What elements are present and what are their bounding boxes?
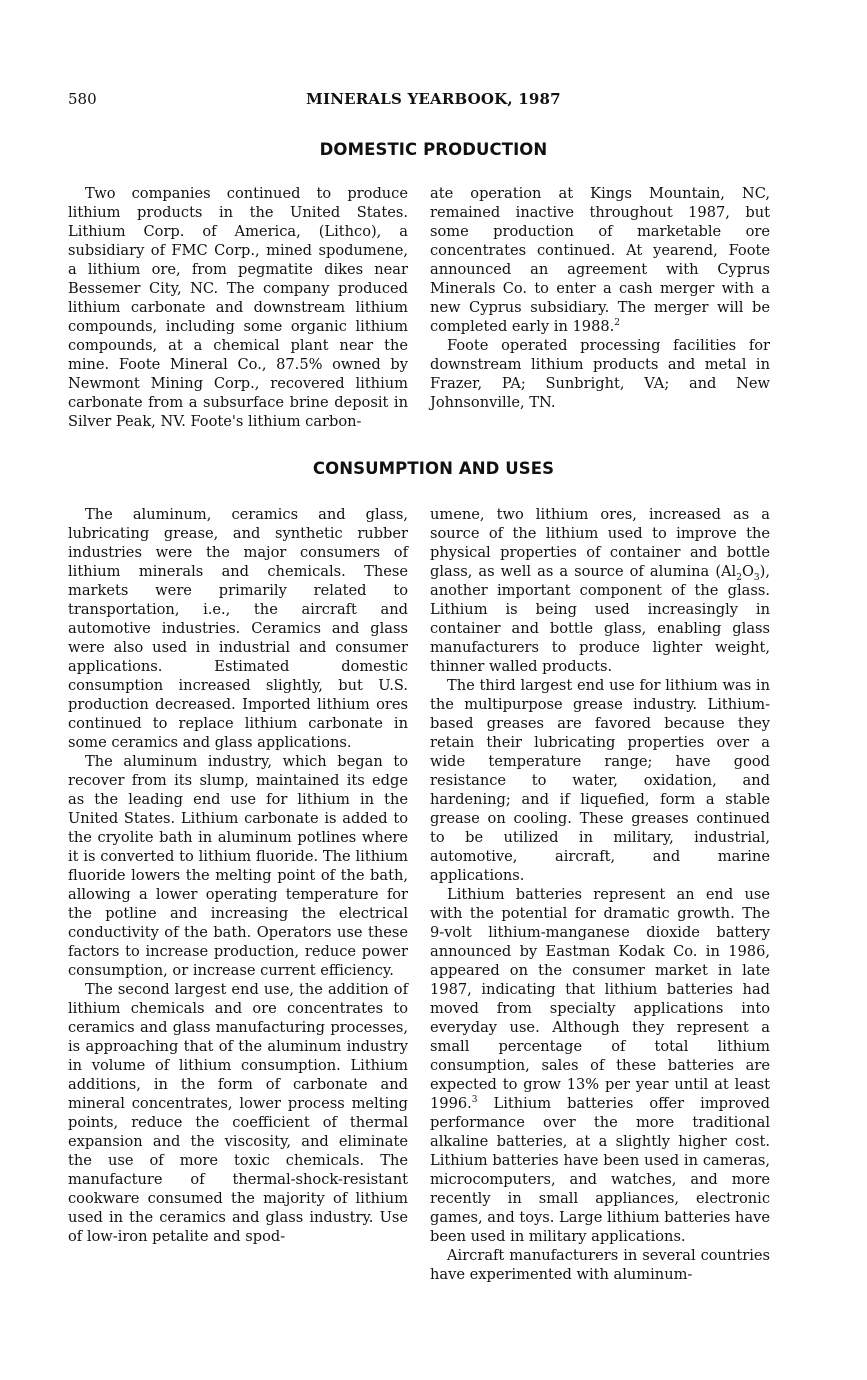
consumption-left-column — [68, 505, 408, 1246]
paragraph — [430, 505, 770, 676]
paragraph-text: umene, two lithium ores, increased as a source of the lithium used to improve the physical properties of container and bottle glass, as well as a source of alumina (Al — [430, 506, 770, 580]
paragraph — [430, 184, 770, 336]
domestic-production-right-column — [430, 184, 770, 412]
paragraph: The aluminum, ceramics and glass, lubricating grease, and synthetic rubber industries were the major consumers of lithium minerals and chemicals. These markets were primarily related to transportation, i.e., the aircraft and automotive industries. Ceramics and glass were also used in industrial and consumer applications. Estimated domestic consumption increased slightly, but U.S. production decreased. Imported lithium ores continued to replace lithium carbonate in some ceramics and glass applications. — [68, 506, 408, 751]
paragraph: Foote operated processing facilities for downstream lithium products and metal in Frazer, PA; Sunbright, VA; and New Johnsonville, TN. — [430, 337, 770, 411]
running-title: MINERALS YEARBOOK, 1987 — [306, 90, 561, 108]
paragraph-text: ), another important component of the glass. Lithium is being used increasingly in container and bottle glass, enabling glass manufacturers to produce lighter weight, thinner walled products. — [430, 563, 770, 675]
domestic-production-left-column — [68, 184, 408, 431]
domestic-production-heading: DOMESTIC PRODUCTION — [319, 140, 548, 159]
page-number: 580 — [68, 90, 97, 108]
paragraph: The second largest end use, the addition of lithium chemicals and ore concentrates to ceramics and glass manufacturing processes, is approaching that of the aluminum industry in volume of lithium consumption. Lithium additions, in the form of carbonate and mineral concentrates, lower process melting points, reduce the coefficient of thermal expansion and the viscosity, and eliminate the use of more toxic chemicals. The manufacture of thermal-shock-resistant cookware consumed the majority of lithium used in the ceramics and glass industry. Use of low-iron petalite and spod- — [68, 981, 408, 1245]
footnote-ref: 3 — [471, 1095, 478, 1106]
paragraph — [430, 885, 770, 1246]
consumption-right-column — [430, 505, 770, 1284]
consumption-and-uses-heading: CONSUMPTION AND USES — [312, 459, 555, 478]
footnote-ref: 2 — [614, 318, 621, 329]
subscript: 2 — [736, 572, 742, 583]
paragraph-text: Lithium batteries offer improved performance over the more traditional alkaline batteries, at a slightly higher cost. Lithium batteries have been used in cameras, microcomputers, and watches, and more recently in small appliances, electronic games, and toys. Large lithium batteries have been used in military applications. — [430, 1095, 770, 1245]
paragraph: The third largest end use for lithium was in the multipurpose grease industry. Lithium-based greases are favored because they retain their lubricating properties over a wide temperature range; have good resistance to water, oxidation, and hardening; and if liquefied, form a stable grease on cooling. These greases continued to be utilized in military, industrial, automotive, aircraft, and marine applications. — [430, 677, 770, 884]
paragraph: Aircraft manufacturers in several countries have experimented with aluminum- — [430, 1247, 770, 1283]
paragraph: Two companies continued to produce lithium products in the United States. Lithium Corp. of America, (Lithco), a subsidiary of FMC Corp., mined spodumene, a lithium ore, from pegmatite dikes near Bessemer City, NC. The company produced lithium carbonate and downstream lithium compounds, including some organic lithium compounds, at a chemical plant near the mine. Foote Mineral Co., 87.5% owned by Newmont Mining Corp., recovered lithium carbonate from a subsurface brine deposit in Silver Peak, NV. Foote's lithium carbon- — [68, 185, 408, 430]
paragraph: The aluminum industry, which began to recover from its slump, maintained its edge as the leading end use for lithium in the United States. Lithium carbonate is added to the cryolite bath in aluminum potlines where it is converted to lithium fluoride. The lithium fluoride lowers the melting point of the bath, allowing a lower operating temperature for the potline and increasing the electrical conductivity of the bath. Operators use these factors to increase production, reduce power consumption, or increase current efficiency. — [68, 753, 408, 979]
formula-part: O — [741, 563, 754, 580]
paragraph-text: ate operation at Kings Mountain, NC, remained inactive throughout 1987, but some production of marketable ore concentrates continued. At yearend, Foote announced an agreement with Cyprus Minerals Co. to enter a cash merger with a new Cyprus subsidiary. The merger will be completed early in 1988. — [430, 185, 770, 335]
subscript: 3 — [753, 572, 760, 583]
paragraph-text: Lithium batteries represent an end use with the potential for dramatic growth. The 9-volt lithium-manganese dioxide battery announced by Eastman Kodak Co. in 1986, appeared on the consumer market in late 1987, indicating that lithium batteries had moved from specialty applications into everyday use. Although they represent a small percentage of total lithium consumption, sales of these batteries are expected to grow 13% per year until at least 1996. — [430, 886, 770, 1112]
